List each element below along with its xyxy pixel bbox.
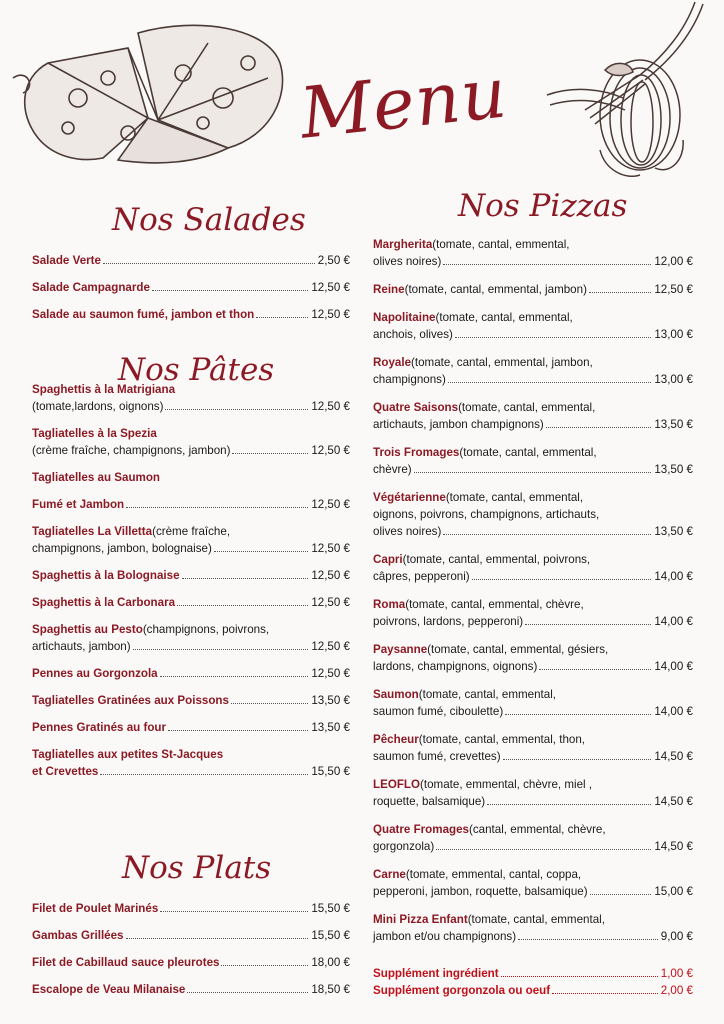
dot-leader [126, 507, 308, 508]
dot-leader [448, 382, 651, 383]
item-name: LEOFLO [373, 778, 421, 791]
salade-item [32, 252, 350, 269]
item-line [373, 399, 693, 416]
salades-list [32, 252, 350, 323]
plat-item [32, 927, 350, 944]
item-description: pepperoni, jambon, roquette, balsamique) [373, 885, 588, 898]
item-description: (champignons, poivrons, [142, 623, 270, 636]
item-line [373, 416, 693, 433]
item-price: 12,50 € [311, 569, 350, 582]
item-description: (crème fraîche, champignons, jambon) [32, 444, 231, 457]
item-line [32, 954, 350, 971]
pizza-illustration [8, 18, 293, 168]
item-description: roquette, balsamique) [373, 795, 486, 808]
item-price: 12,00 € [654, 255, 693, 268]
item-price: 13,00 € [654, 373, 693, 386]
dot-leader [214, 551, 308, 552]
dot-leader [160, 676, 309, 677]
item-description: (tomate, cantal, emmental, chèvre, [405, 598, 584, 611]
item-price: 14,50 € [654, 795, 693, 808]
dot-leader [443, 534, 651, 535]
item-description: (tomate, cantal, emmental, jambon) [404, 283, 587, 296]
item-name: Trois Fromages [373, 446, 460, 459]
item-name: Quatre Saisons [373, 401, 459, 414]
item-description: (tomate, cantal, emmental, [418, 688, 557, 701]
item-line [32, 692, 350, 709]
item-description: anchois, olives) [373, 328, 453, 341]
dot-leader [221, 965, 308, 966]
item-name: Supplément ingrédient [373, 967, 499, 980]
item-description: chèvre) [373, 463, 412, 476]
item-line [373, 793, 693, 810]
item-name: Royale [373, 356, 412, 369]
dot-leader [443, 264, 651, 265]
item-line [32, 763, 350, 780]
menu-title: Menu [296, 51, 511, 155]
item-line [373, 928, 693, 945]
supplement-item [373, 965, 693, 982]
item-line [32, 927, 350, 944]
item-price: 13,50 € [654, 418, 693, 431]
item-line [373, 658, 693, 675]
item-name: Pêcheur [373, 733, 419, 746]
item-line [373, 776, 693, 793]
left-column [32, 252, 350, 790]
item-description: (tomate, cantal, emmental, poivrons, [402, 553, 591, 566]
pizza-item [373, 686, 693, 720]
dot-leader [126, 938, 309, 939]
item-line [373, 982, 693, 999]
item-line [373, 911, 693, 928]
item-name: Reine [373, 283, 405, 296]
right-column [373, 236, 693, 999]
item-price: 13,50 € [311, 721, 350, 734]
item-description: (tomate, emmental, chèvre, miel , [420, 778, 593, 791]
item-line [373, 568, 693, 585]
item-price: 12,50 € [311, 667, 350, 680]
item-line [373, 703, 693, 720]
item-description: artichauts, jambon) [32, 640, 131, 653]
item-line [32, 981, 350, 998]
item-line [32, 621, 350, 638]
pates-item [32, 746, 350, 780]
item-name: Capri [373, 553, 403, 566]
item-price: 2,00 € [660, 984, 693, 997]
item-price: 12,50 € [311, 498, 350, 511]
pizza-item [373, 309, 693, 343]
item-description: (tomate, cantal, emmental, [432, 238, 570, 251]
item-name: Tagliatelles Gratinées aux Poissons [32, 694, 229, 707]
item-name: Végétarienne [373, 491, 446, 504]
item-line [373, 641, 693, 658]
item-name: Napolitaine [373, 311, 436, 324]
item-line [373, 506, 693, 523]
item-description: poivrons, lardons, pepperoni) [373, 615, 524, 628]
pizza-item [373, 281, 693, 298]
item-description: (tomate, cantal, emmental, thon, [418, 733, 586, 746]
item-price: 15,50 € [311, 765, 350, 778]
item-name: Salade Campagnarde [32, 281, 150, 294]
dot-leader [133, 649, 309, 650]
item-line [373, 371, 693, 388]
item-description: (tomate, cantal, emmental, gésiers, [427, 643, 609, 656]
item-price: 12,50 € [311, 400, 350, 413]
item-line [32, 594, 350, 611]
item-name: Filet de Poulet Marinés [32, 902, 159, 915]
dot-leader [168, 730, 308, 731]
pates-item [32, 496, 350, 513]
pizza-item [373, 911, 693, 945]
item-description: (tomate, cantal, emmental, [467, 913, 605, 926]
item-price: 2,50 € [317, 254, 350, 267]
item-name: Gambas Grillées [32, 929, 124, 942]
item-price: 12,50 € [311, 542, 350, 555]
item-price: 13,50 € [654, 525, 693, 538]
dot-leader [177, 605, 308, 606]
item-line [32, 252, 350, 269]
dot-leader [100, 774, 308, 775]
item-line [32, 381, 350, 398]
item-description: saumon fumé, crevettes) [373, 750, 501, 763]
item-line [32, 746, 350, 763]
item-line [32, 523, 350, 540]
plat-item [32, 900, 350, 917]
item-name: Pennes Gratinés au four [32, 721, 167, 734]
dot-leader [232, 453, 308, 454]
supplements-list [373, 965, 693, 999]
item-name: Filet de Cabillaud sauce pleurotes [32, 956, 220, 969]
item-name: Margherita [373, 238, 433, 251]
item-name: Tagliatelles aux petites St-Jacques [32, 748, 224, 761]
pizza-item [373, 551, 693, 585]
dot-leader [590, 894, 652, 895]
item-line [32, 279, 350, 296]
item-name: Tagliatelles La Villetta [32, 525, 153, 538]
supplement-item [373, 982, 693, 999]
item-line [32, 469, 350, 486]
dot-leader [165, 409, 308, 410]
plat-item [32, 981, 350, 998]
plats-list [32, 900, 350, 1008]
spaghetti-fork-illustration [545, 0, 715, 185]
item-line [32, 306, 350, 323]
item-name: Quatre Fromages [373, 823, 469, 836]
item-price: 12,50 € [311, 281, 350, 294]
item-description: olives noires) [373, 255, 442, 268]
item-line [373, 838, 693, 855]
pates-item [32, 594, 350, 611]
item-name: Escalope de Veau Milanaise [32, 983, 186, 996]
item-line [373, 489, 693, 506]
item-line [32, 567, 350, 584]
item-description: (tomate, cantal, emmental, [445, 491, 584, 504]
pates-heading: Nos Pâtes [118, 352, 275, 388]
item-price: 13,00 € [654, 328, 693, 341]
item-name: Roma [373, 598, 406, 611]
item-price: 14,00 € [654, 615, 693, 628]
item-line [373, 965, 693, 982]
item-description: (tomate,lardons, oignons) [32, 400, 164, 413]
item-description: câpres, pepperoni) [373, 570, 470, 583]
plat-item [32, 954, 350, 971]
item-name: Tagliatelles au Saumon [32, 471, 160, 484]
dot-leader [472, 579, 652, 580]
item-price: 15,50 € [311, 902, 350, 915]
item-price: 14,50 € [654, 840, 693, 853]
salade-item [32, 306, 350, 323]
pizza-item [373, 444, 693, 478]
pates-item [32, 381, 350, 415]
item-name: Spaghettis au Pesto [32, 623, 143, 636]
item-line [373, 236, 693, 253]
item-price: 1,00 € [660, 967, 693, 980]
item-line [373, 596, 693, 613]
item-line [373, 253, 693, 270]
dot-leader [501, 976, 658, 977]
item-description: (tomate, cantal, emmental, [435, 311, 573, 324]
salades-heading: Nos Salades [112, 202, 306, 238]
item-line [373, 748, 693, 765]
plats-heading: Nos Plats [122, 850, 272, 886]
item-line [373, 281, 693, 298]
item-line [373, 731, 693, 748]
pates-item [32, 567, 350, 584]
item-price: 14,00 € [654, 660, 693, 673]
pizza-item [373, 236, 693, 270]
item-name: Saumon [373, 688, 419, 701]
item-description: (crème fraîche, [152, 525, 231, 538]
pizza-item [373, 866, 693, 900]
pates-item [32, 692, 350, 709]
item-description: (tomate, cantal, emmental, [459, 446, 597, 459]
dot-leader [503, 759, 652, 760]
item-description: gorgonzola) [373, 840, 435, 853]
pizza-item [373, 399, 693, 433]
dot-leader [256, 317, 308, 318]
item-name: Salade Verte [32, 254, 101, 267]
pizza-item [373, 776, 693, 810]
item-price: 18,50 € [311, 983, 350, 996]
item-line [32, 665, 350, 682]
item-description: (tomate, cantal, emmental, jambon, [411, 356, 593, 369]
item-description: artichauts, jambon champignons) [373, 418, 544, 431]
item-name: Paysanne [373, 643, 428, 656]
pates-item [32, 665, 350, 682]
pates-item [32, 523, 350, 557]
item-description: oignons, poivrons, champignons, artichauts, [373, 508, 600, 521]
pates-item [32, 469, 350, 486]
item-name: Mini Pizza Enfant [373, 913, 468, 926]
item-price: 12,50 € [654, 283, 693, 296]
item-description: (cantal, emmental, chèvre, [469, 823, 606, 836]
dot-leader [436, 849, 651, 850]
item-description: champignons, jambon, bolognaise) [32, 542, 212, 555]
dot-leader [552, 993, 658, 994]
item-description: (tomate, cantal, emmental, [458, 401, 596, 414]
item-name: Spaghettis à la Matrigiana [32, 383, 176, 396]
item-line [32, 425, 350, 442]
pizza-item [373, 354, 693, 388]
item-price: 12,50 € [311, 640, 350, 653]
item-price: 12,50 € [311, 596, 350, 609]
pizzas-heading: Nos Pizzas [458, 188, 628, 224]
dot-leader [160, 911, 308, 912]
item-description: saumon fumé, ciboulette) [373, 705, 504, 718]
item-line [373, 866, 693, 883]
item-line [373, 354, 693, 371]
item-name: Carne [373, 868, 406, 881]
salade-item [32, 279, 350, 296]
item-line [373, 444, 693, 461]
item-description: champignons) [373, 373, 446, 386]
pizza-item [373, 641, 693, 675]
item-line [373, 326, 693, 343]
dot-leader [539, 669, 651, 670]
pizza-item [373, 821, 693, 855]
pates-item [32, 621, 350, 655]
pates-item [32, 425, 350, 459]
item-name: Spaghettis à la Carbonara [32, 596, 176, 609]
item-price: 15,50 € [311, 929, 350, 942]
item-name: et Crevettes [32, 765, 99, 778]
item-line [32, 442, 350, 459]
item-description: (tomate, emmental, cantal, coppa, [405, 868, 582, 881]
item-line [373, 821, 693, 838]
pates-item [32, 719, 350, 736]
pates-list [32, 381, 350, 780]
dot-leader [414, 472, 652, 473]
pizza-item [373, 489, 693, 540]
item-line [373, 686, 693, 703]
item-price: 14,00 € [654, 570, 693, 583]
item-price: 15,00 € [654, 885, 693, 898]
pizza-item [373, 731, 693, 765]
dot-leader [546, 427, 652, 428]
dot-leader [518, 939, 658, 940]
item-line [373, 461, 693, 478]
item-name: Salade au saumon fumé, jambon et thon [32, 308, 255, 321]
item-line [32, 719, 350, 736]
item-line [32, 398, 350, 415]
item-name: Pennes au Gorgonzola [32, 667, 158, 680]
item-price: 13,50 € [311, 694, 350, 707]
item-price: 14,00 € [654, 705, 693, 718]
dot-leader [505, 714, 651, 715]
item-description: olives noires) [373, 525, 442, 538]
dot-leader [589, 292, 651, 293]
item-line [32, 540, 350, 557]
item-line [373, 883, 693, 900]
dot-leader [231, 703, 308, 704]
dot-leader [525, 624, 651, 625]
item-price: 12,50 € [311, 444, 350, 457]
dot-leader [103, 263, 315, 264]
dot-leader [455, 337, 651, 338]
pizza-item [373, 596, 693, 630]
dot-leader [152, 290, 308, 291]
item-line [32, 496, 350, 513]
item-line [373, 613, 693, 630]
item-description: jambon et/ou champignons) [373, 930, 517, 943]
item-price: 14,50 € [654, 750, 693, 763]
item-price: 13,50 € [654, 463, 693, 476]
item-name: Tagliatelles à la Spezia [32, 427, 157, 440]
item-line [373, 523, 693, 540]
item-price: 9,00 € [660, 930, 693, 943]
item-line [373, 551, 693, 568]
item-name: Fumé et Jambon [32, 498, 125, 511]
item-line [32, 900, 350, 917]
item-line [32, 638, 350, 655]
item-name: Spaghettis à la Bolognaise [32, 569, 180, 582]
item-name: Supplément gorgonzola ou oeuf [373, 984, 551, 997]
dot-leader [487, 804, 651, 805]
item-price: 12,50 € [311, 308, 350, 321]
pizzas-list [373, 236, 693, 945]
item-line [373, 309, 693, 326]
dot-leader [187, 992, 308, 993]
item-description: lardons, champignons, oignons) [373, 660, 538, 673]
item-price: 18,00 € [311, 956, 350, 969]
dot-leader [182, 578, 309, 579]
